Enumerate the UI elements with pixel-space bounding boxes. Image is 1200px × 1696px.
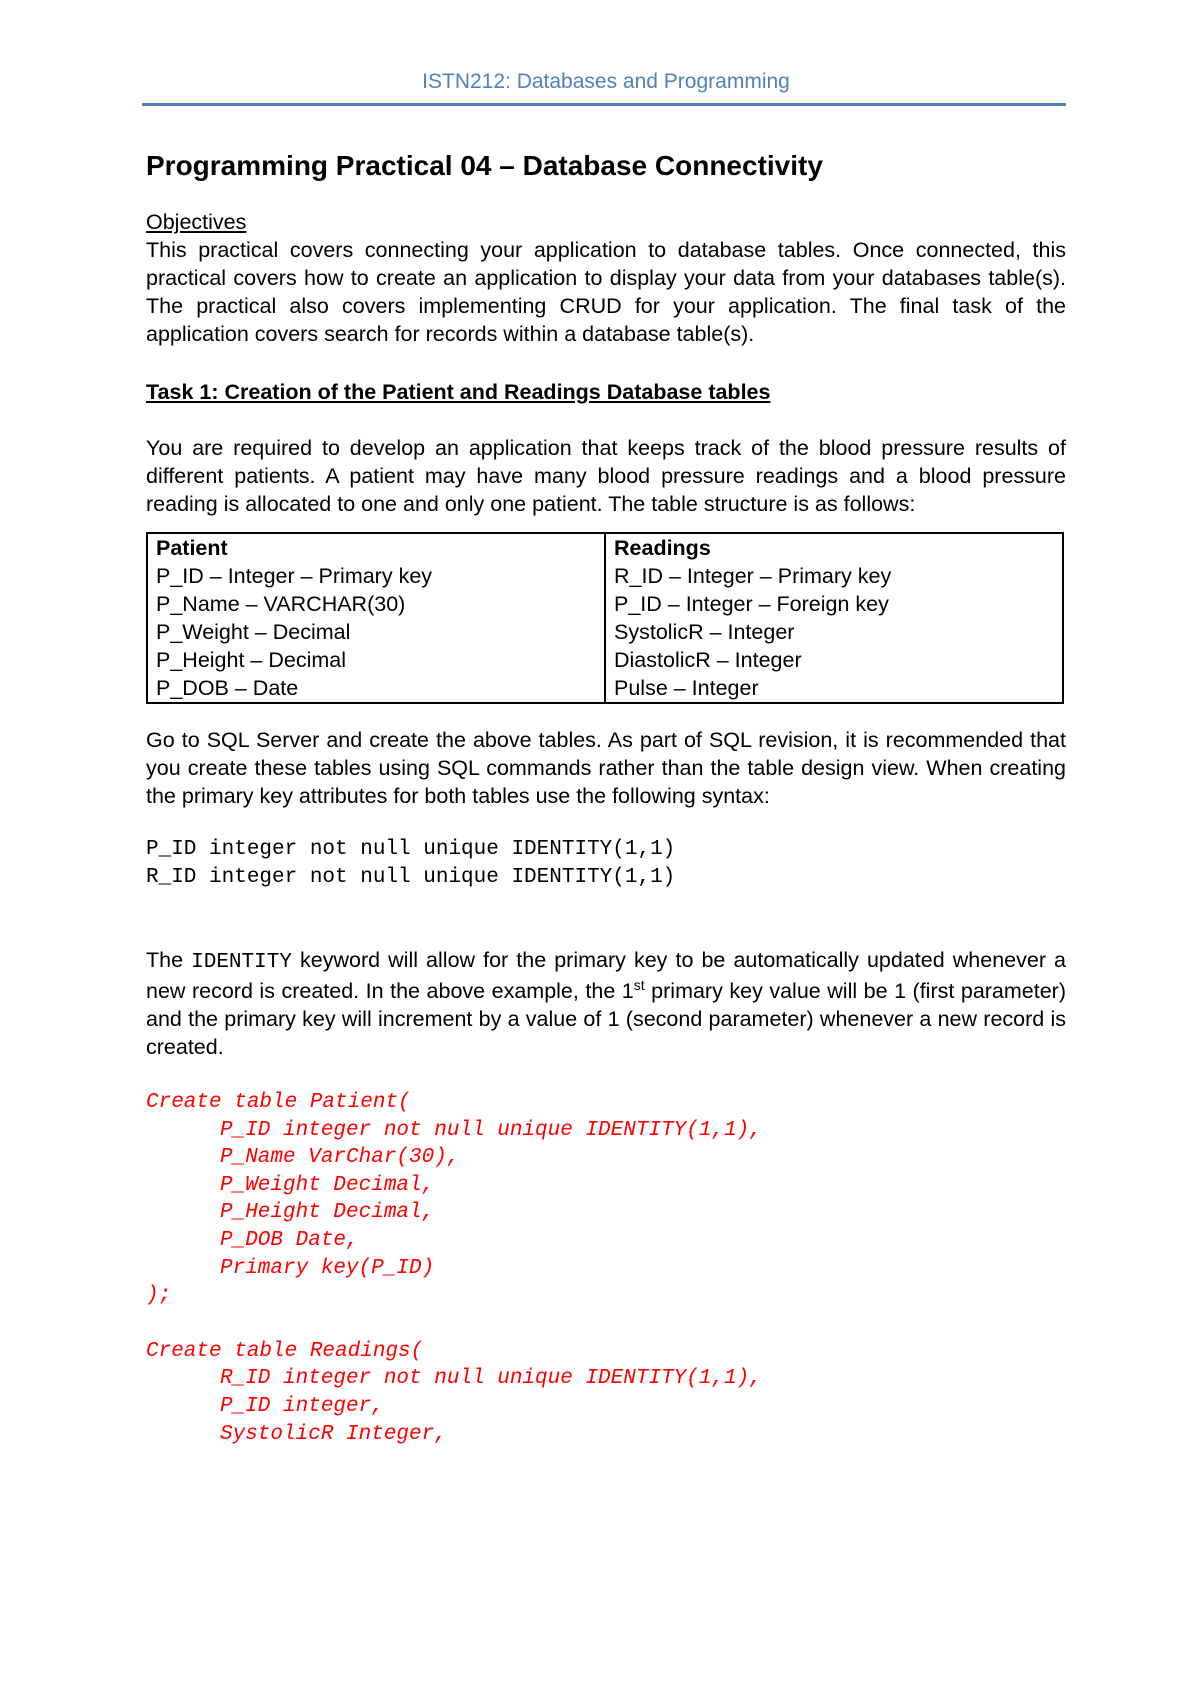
code-line: P_Weight Decimal, bbox=[220, 1173, 435, 1197]
code-line: P_DOB Date, bbox=[220, 1228, 359, 1252]
ordinal-superscript: st bbox=[633, 976, 645, 993]
code-line-close: ); bbox=[146, 1284, 172, 1308]
code-spacer bbox=[146, 1310, 1066, 1338]
table-cell: P_Height – Decimal bbox=[156, 648, 347, 672]
sql-code-block bbox=[146, 1089, 1066, 1448]
code-line: P_ID integer not null unique IDENTITY(1,1), bbox=[220, 1118, 762, 1142]
task1-heading: Task 1: Creation of the Patient and Readings Database tables bbox=[146, 380, 771, 404]
task1-intro-paragraph: You are required to develop an application that keeps track of the blood pressure results of different patients. A patient may have many blood pressure readings and a blood pressure reading is allocated to one and only one patient. The table structure is as follows: bbox=[146, 436, 1066, 516]
objectives-paragraph: This practical covers connecting your application to database tables. Once connected, this practical covers how to create an application to display your data from your databases table(s). The practical also covers implementing CRUD for your application. The final task of the application covers search for records within a database table(s). bbox=[146, 238, 1066, 346]
readings-column-header: Readings bbox=[605, 533, 1063, 562]
header-divider bbox=[142, 103, 1066, 106]
code-line: P_ID integer, bbox=[220, 1394, 384, 1418]
table-cell: P_Name – VARCHAR(30) bbox=[156, 592, 406, 616]
table-cell: P_ID – Integer – Primary key bbox=[156, 564, 433, 588]
code-line: P_Height Decimal, bbox=[220, 1201, 435, 1225]
table-cell: P_Weight – Decimal bbox=[156, 620, 351, 644]
identity-text-middle: keyword will allow for the primary key to be automatically updated whenever a new record is created. In the above example, the 1 bbox=[146, 948, 1066, 1003]
patient-column-header: Patient bbox=[156, 536, 228, 560]
syntax-line: P_ID integer not null unique IDENTITY(1,1) bbox=[146, 838, 676, 861]
code-line: SystolicR Integer, bbox=[220, 1422, 447, 1446]
code-line-create-readings: Create table Readings( bbox=[146, 1339, 424, 1363]
objectives-heading: Objectives bbox=[146, 210, 247, 234]
identity-keyword: IDENTITY bbox=[191, 951, 292, 974]
table-row bbox=[147, 674, 1063, 703]
table-cell: DiastolicR – Integer bbox=[605, 646, 1063, 674]
table-row bbox=[147, 646, 1063, 674]
code-line: P_Name VarChar(30), bbox=[220, 1146, 460, 1170]
page-header: ISTN212: Databases and Programming bbox=[422, 70, 790, 93]
document-title: Programming Practical 04 – Database Connectivity bbox=[146, 150, 823, 181]
table-cell: P_DOB – Date bbox=[156, 676, 299, 700]
document-body bbox=[146, 148, 1066, 1448]
code-line: R_ID integer not null unique IDENTITY(1,1), bbox=[220, 1367, 762, 1391]
table-cell: SystolicR – Integer bbox=[605, 618, 1063, 646]
table-header-row bbox=[147, 533, 1063, 562]
table-cell: R_ID – Integer – Primary key bbox=[605, 562, 1063, 590]
code-line: Primary key(P_ID) bbox=[220, 1256, 435, 1280]
identity-explanation-paragraph bbox=[146, 946, 1066, 1061]
table-structure bbox=[146, 532, 1064, 704]
sql-instruction-paragraph: Go to SQL Server and create the above tables. As part of SQL revision, it is recommended that you create these tables using SQL commands rather than the table design view. When creating the primary key attributes for both tables use the following syntax: bbox=[146, 728, 1066, 808]
identity-syntax-block bbox=[146, 836, 1066, 892]
table-cell: P_ID – Integer – Foreign key bbox=[605, 590, 1063, 618]
table-row bbox=[147, 618, 1063, 646]
identity-text-prefix: The bbox=[146, 948, 192, 972]
table-cell: Pulse – Integer bbox=[605, 674, 1063, 703]
identity-text-suffix: primary key value will be 1 (first parameter) and the primary key will increment by a value of 1 (second parameter) whenever a new record is created. bbox=[146, 979, 1067, 1059]
table-row bbox=[147, 562, 1063, 590]
table-row bbox=[147, 590, 1063, 618]
syntax-line: R_ID integer not null unique IDENTITY(1,1) bbox=[146, 866, 676, 889]
code-line-create-patient: Create table Patient( bbox=[146, 1091, 411, 1114]
